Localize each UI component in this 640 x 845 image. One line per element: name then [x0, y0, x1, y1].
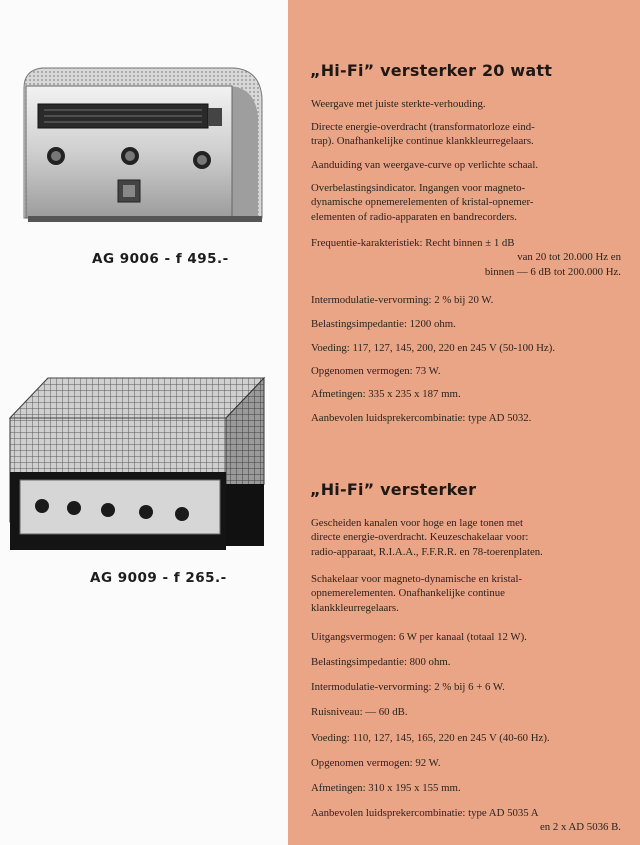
spec-item: Ruisniveau: — 60 dB. — [311, 706, 408, 718]
spec-item: Belastingsimpedantie: 1200 ohm. — [311, 318, 456, 330]
spec-item: Uitgangsvermogen: 6 W per kanaal (totaal 12 W). — [311, 631, 527, 643]
spec-item: Weergave met juiste sterkte-verhouding. — [311, 98, 486, 110]
heading-amplifier-20-watt: „Hi-Fi” versterker 20 watt — [310, 61, 553, 80]
amplifier-ag9009-photo — [8, 372, 268, 552]
spec-item: Overbelastingsindicator. Ingangen voor magneto- dynamische opnemerelementen of kristal-opnemer- elementen of radio-apparaten en bandrecorders. — [311, 182, 534, 223]
spec-item: Intermodulatie-vervorming: 2 % bij 20 W. — [311, 294, 494, 306]
spec-item: Aanduiding van weergave-curve op verlichte schaal. — [311, 159, 539, 171]
spec-item: Aanbevolen luidsprekercombinatie: type AD 5035 A en 2 x AD 5036 B. — [311, 807, 621, 834]
spec-item: Afmetingen: 310 x 195 x 155 mm. — [311, 782, 461, 794]
spec-item: Aanbevolen luidsprekercombinatie: type AD 5032. — [311, 412, 532, 424]
spec-item: Schakelaar voor magneto-dynamische en kristal- opnemerelementen. Onafhankelijke continue klankkleurregelaars. — [311, 573, 523, 614]
spec-item: Opgenomen vermogen: 92 W. — [311, 757, 441, 769]
heading-amplifier: „Hi-Fi” versterker — [310, 480, 477, 499]
spec-item: Belastingsimpedantie: 800 ohm. — [311, 656, 451, 668]
spec-item: Frequentie-karakteristiek: Recht binnen ± 1 dB van 20 tot 20.000 Hz en binnen — 6 dB tot 200.000 Hz. — [311, 237, 621, 278]
spec-item: Voeding: 110, 127, 145, 165, 220 en 245 V (40-60 Hz). — [311, 732, 550, 744]
spec-item: Intermodulatie-vervorming: 2 % bij 6 + 6 W. — [311, 681, 505, 693]
spec-item: Opgenomen vermogen: 73 W. — [311, 365, 441, 377]
product-caption-ag9006: AG 9006 - f 495.- — [92, 251, 229, 267]
amplifier-ag9006-photo — [20, 58, 266, 228]
product-caption-ag9009: AG 9009 - f 265.- — [90, 570, 227, 586]
spec-item: Gescheiden kanalen voor hoge en lage tonen met directe energie-overdracht. Keuzeschakelaar voor: radio-apparaat, R.I.A.A., F.F.R.R. en 78-toerenplaten. — [311, 517, 543, 558]
spec-item: Directe energie-overdracht (transformatorloze eind- trap). Onafhankelijke continue klankkleurregelaars. — [311, 121, 535, 148]
spec-item: Afmetingen: 335 x 235 x 187 mm. — [311, 388, 461, 400]
spec-item: Voeding: 117, 127, 145, 200, 220 en 245 V (50-100 Hz). — [311, 342, 556, 354]
